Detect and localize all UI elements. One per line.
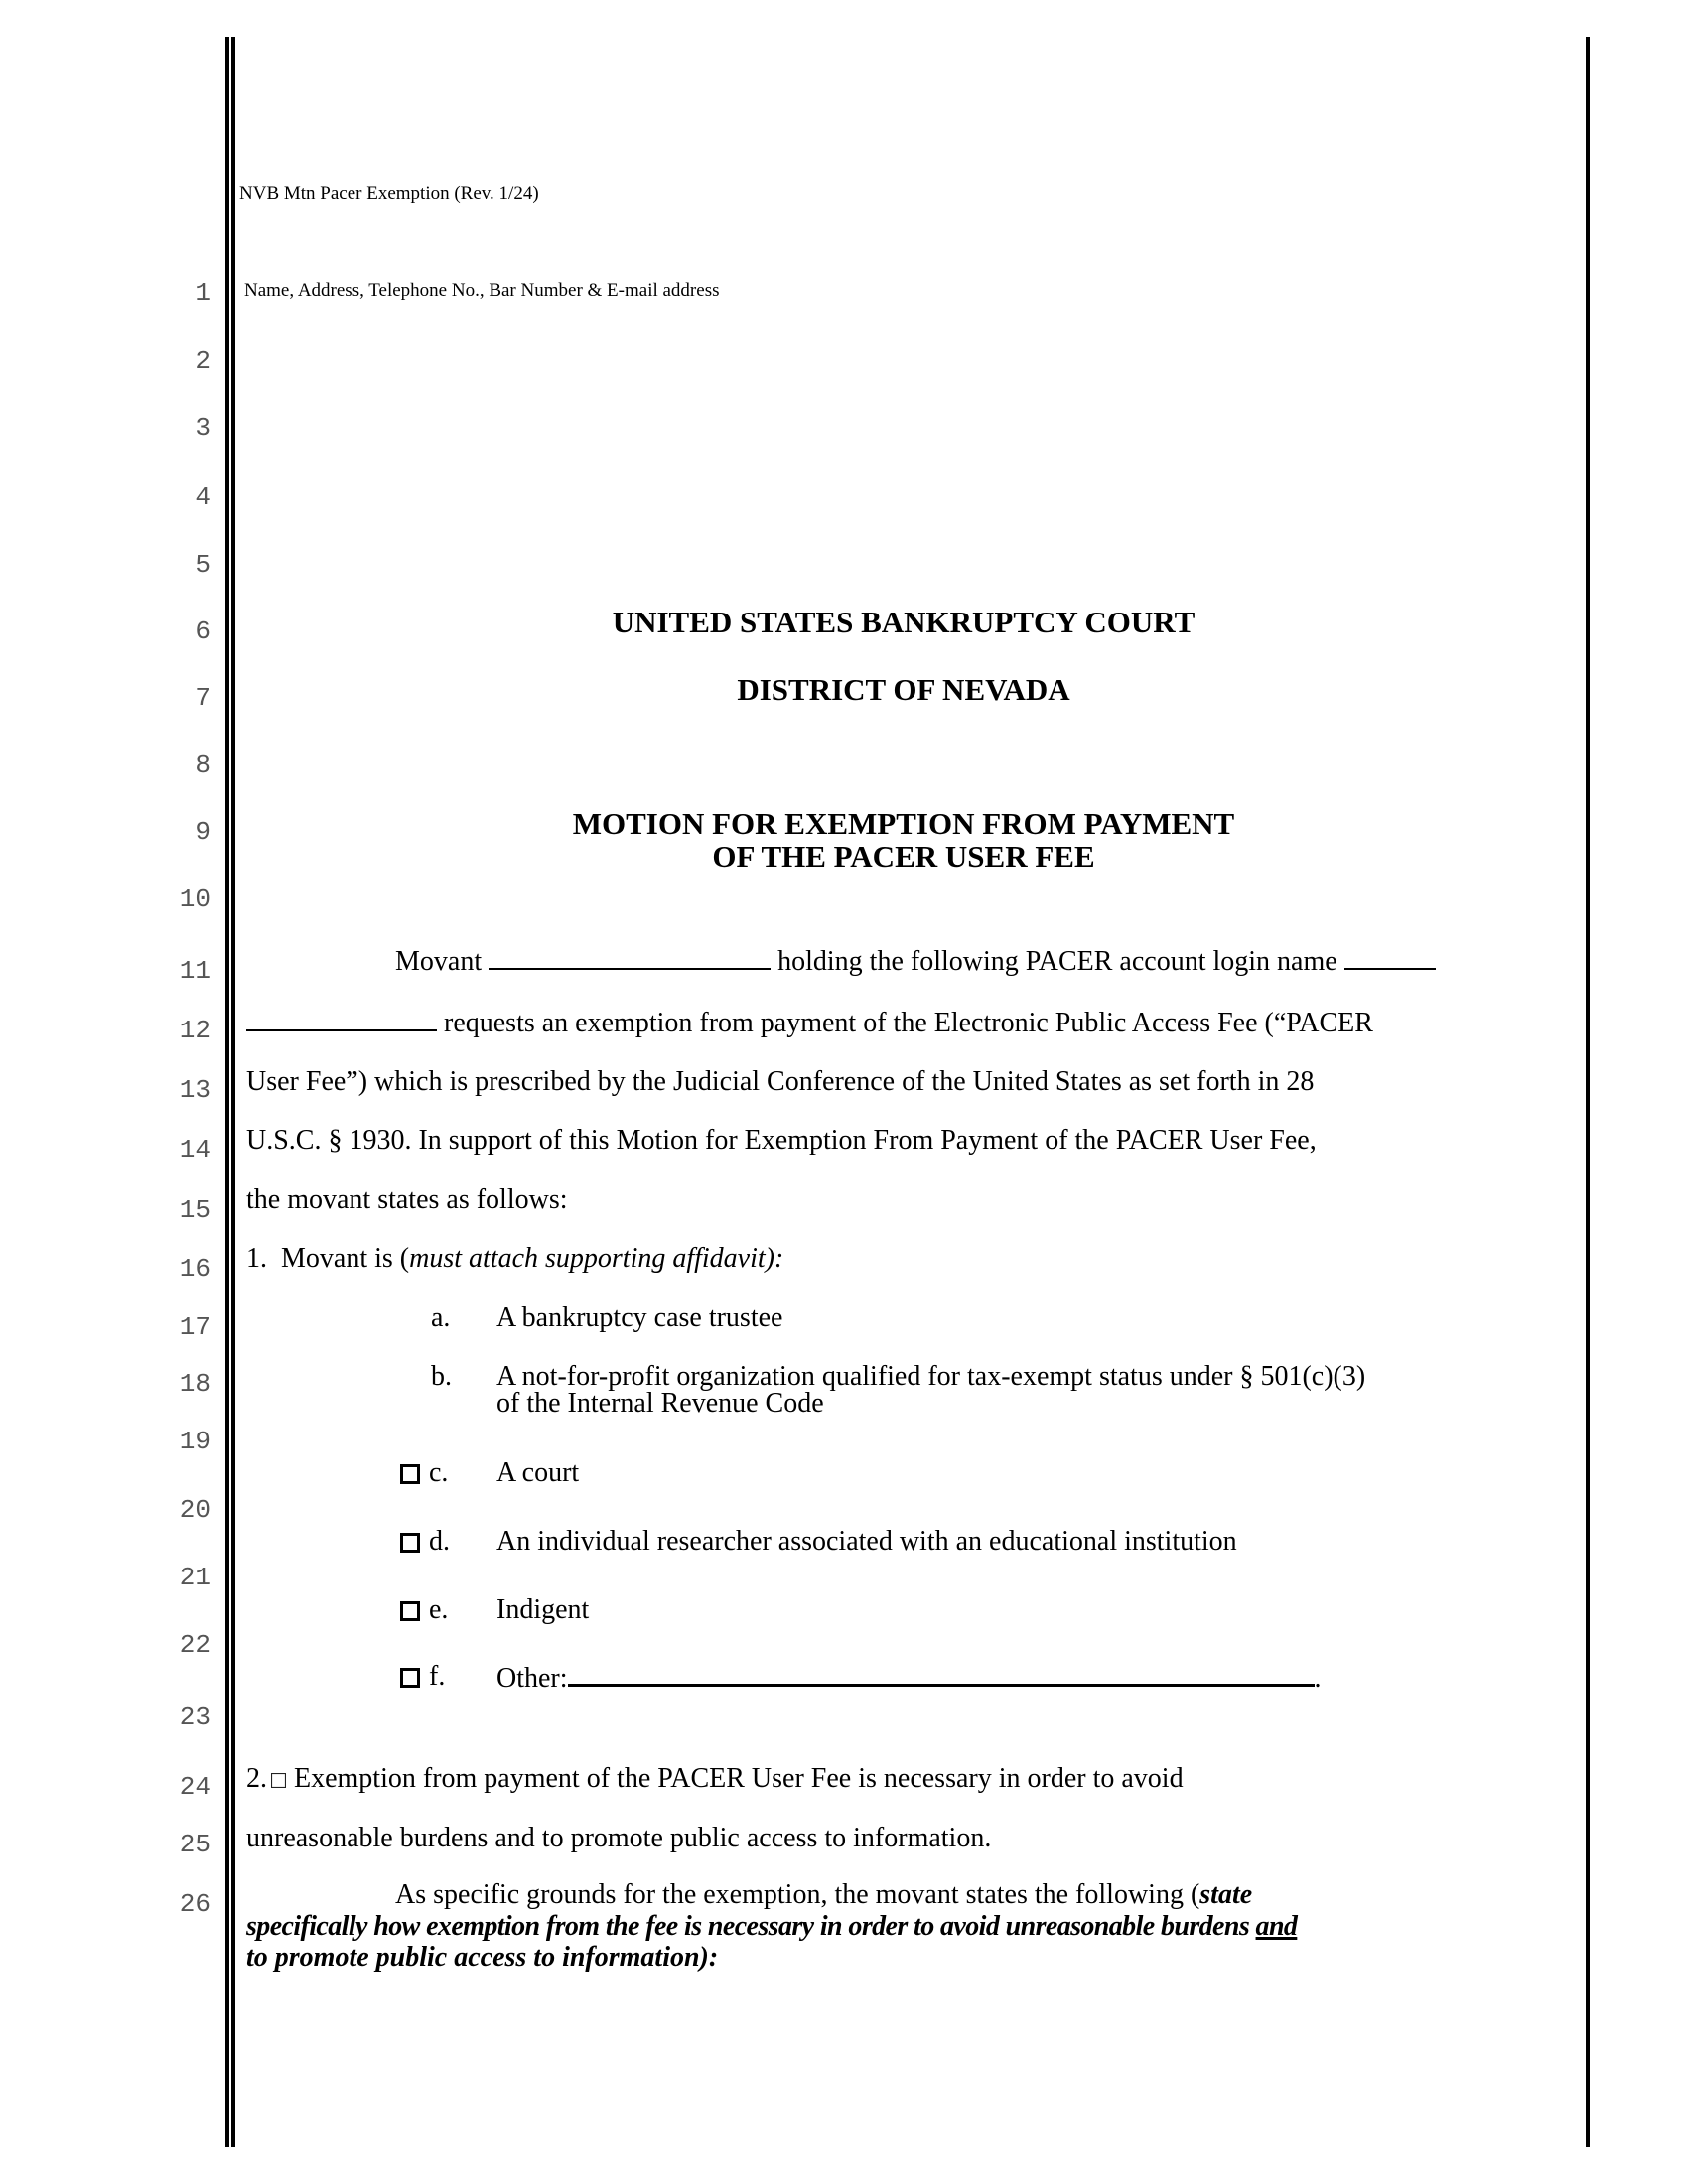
item-b-text-cont: of the Internal Revenue Code <box>496 1388 824 1419</box>
item-a-letter: a. <box>431 1302 451 1333</box>
line-number: 21 <box>179 1563 211 1592</box>
line-number: 4 <box>195 482 211 512</box>
item-f-row <box>496 1662 1322 1694</box>
line-number: 25 <box>179 1830 211 1859</box>
line-number: 11 <box>179 956 211 986</box>
grounds-instruction-and: and <box>1255 1911 1298 1942</box>
item-f-letter: f. <box>429 1661 446 1692</box>
grounds-lead: As specific grounds for the exemption, the movant states the following ( <box>395 1879 1200 1910</box>
item-b-letter: b. <box>431 1361 452 1392</box>
login-text: holding the following PACER account login name <box>777 946 1337 977</box>
line-number: 12 <box>179 1016 211 1045</box>
login-name-field-part2[interactable] <box>246 1008 437 1031</box>
item-e-text: Indigent <box>496 1594 590 1625</box>
line-number: 9 <box>195 817 211 847</box>
court-name: UNITED STATES BANKRUPTCY COURT <box>612 605 1196 639</box>
item-d-checkbox[interactable] <box>400 1533 420 1553</box>
item-c-text: A court <box>496 1457 580 1488</box>
section1-lead: Movant is ( <box>281 1243 410 1274</box>
grounds-line2 <box>246 1912 1297 1942</box>
item-c-checkbox[interactable] <box>400 1464 420 1484</box>
attorney-block-label: Name, Address, Telephone No., Bar Number & E-mail address <box>244 280 720 301</box>
grounds-line3: to promote public access to information): <box>246 1942 719 1973</box>
line-number: 6 <box>195 616 211 646</box>
item-e-checkbox[interactable] <box>400 1601 420 1621</box>
movant-label: Movant <box>395 946 483 977</box>
form-id: NVB Mtn Pacer Exemption (Rev. 1/24) <box>239 183 539 204</box>
item-a-text: A bankruptcy case trustee <box>496 1302 783 1333</box>
left-margin-rule-outer <box>225 37 229 2147</box>
line-number: 16 <box>179 1254 211 1284</box>
other-field[interactable] <box>568 1662 1315 1687</box>
intro-line-15: the movant states as follows: <box>246 1184 568 1215</box>
line-number: 14 <box>179 1135 211 1164</box>
login-name-field-part1[interactable] <box>1344 946 1436 970</box>
item-d-letter: d. <box>429 1526 450 1557</box>
left-margin-rule-inner <box>231 37 235 2147</box>
line-number: 20 <box>179 1495 211 1525</box>
item-d-text: An individual researcher associated with an educational institution <box>496 1526 1237 1557</box>
item-e-letter: e. <box>429 1594 449 1625</box>
right-margin-rule <box>1586 37 1590 2147</box>
section2-number: 2. <box>246 1763 267 1794</box>
line-number: 18 <box>179 1369 211 1399</box>
intro-line-12 <box>246 1008 1373 1038</box>
line-number: 24 <box>179 1772 211 1802</box>
section1-heading <box>246 1244 783 1274</box>
line-number: 17 <box>179 1312 211 1342</box>
line-number: 10 <box>179 885 211 914</box>
intro-line-13: User Fee”) which is prescribed by the Judicial Conference of the United States as set forth in 28 <box>246 1066 1315 1097</box>
line-number: 2 <box>195 346 211 376</box>
line-number: 8 <box>195 751 211 780</box>
line-number: 22 <box>179 1630 211 1660</box>
section1-lead-italic: must attach supporting affidavit): <box>409 1243 784 1274</box>
line-number: 7 <box>195 683 211 713</box>
line-number: 1 <box>195 278 211 308</box>
section2-line2: unreasonable burdens and to promote public access to information. <box>246 1823 992 1853</box>
intro-line-14: U.S.C. § 1930. In support of this Motion for Exemption From Payment of the PACER User Fee, <box>246 1125 1317 1156</box>
item-c-letter: c. <box>429 1457 449 1488</box>
motion-title-line2: OF THE PACER USER FEE <box>712 839 1095 874</box>
grounds-instruction-start: state <box>1199 1879 1253 1910</box>
motion-title-line1: MOTION FOR EXEMPTION FROM PAYMENT <box>572 806 1235 841</box>
item-f-checkbox[interactable] <box>400 1668 420 1688</box>
item-f-text: Other: <box>496 1663 568 1694</box>
line-number: 13 <box>179 1075 211 1105</box>
section2-text: Exemption from payment of the PACER User Fee is necessary in order to avoid <box>294 1763 1184 1794</box>
line-number: 26 <box>179 1889 211 1919</box>
movant-name-field[interactable] <box>489 946 771 970</box>
section1-number: 1. <box>246 1243 267 1274</box>
line-number: 15 <box>179 1195 211 1225</box>
intro-text-12: requests an exemption from payment of the Electronic Public Access Fee (“PACER <box>444 1008 1373 1038</box>
grounds-instruction-mid: specifically how exemption from the fee is necessary in order to avoid unreasonable burdens <box>246 1911 1250 1942</box>
line-number: 19 <box>179 1427 211 1456</box>
section2-checkbox[interactable] <box>271 1773 286 1788</box>
grounds-line1 <box>395 1880 1252 1910</box>
line-number: 3 <box>195 413 211 443</box>
intro-line-11 <box>395 946 1436 977</box>
district-name: DISTRICT OF NEVADA <box>737 672 1070 707</box>
item-b-text: A not-for-profit organization qualified for tax-exempt status under § 501(c)(3) <box>496 1361 1366 1392</box>
line-number: 23 <box>179 1703 211 1732</box>
line-number: 5 <box>195 550 211 580</box>
section2-line1 <box>246 1764 1184 1794</box>
other-trailing-period: . <box>1314 1663 1322 1694</box>
